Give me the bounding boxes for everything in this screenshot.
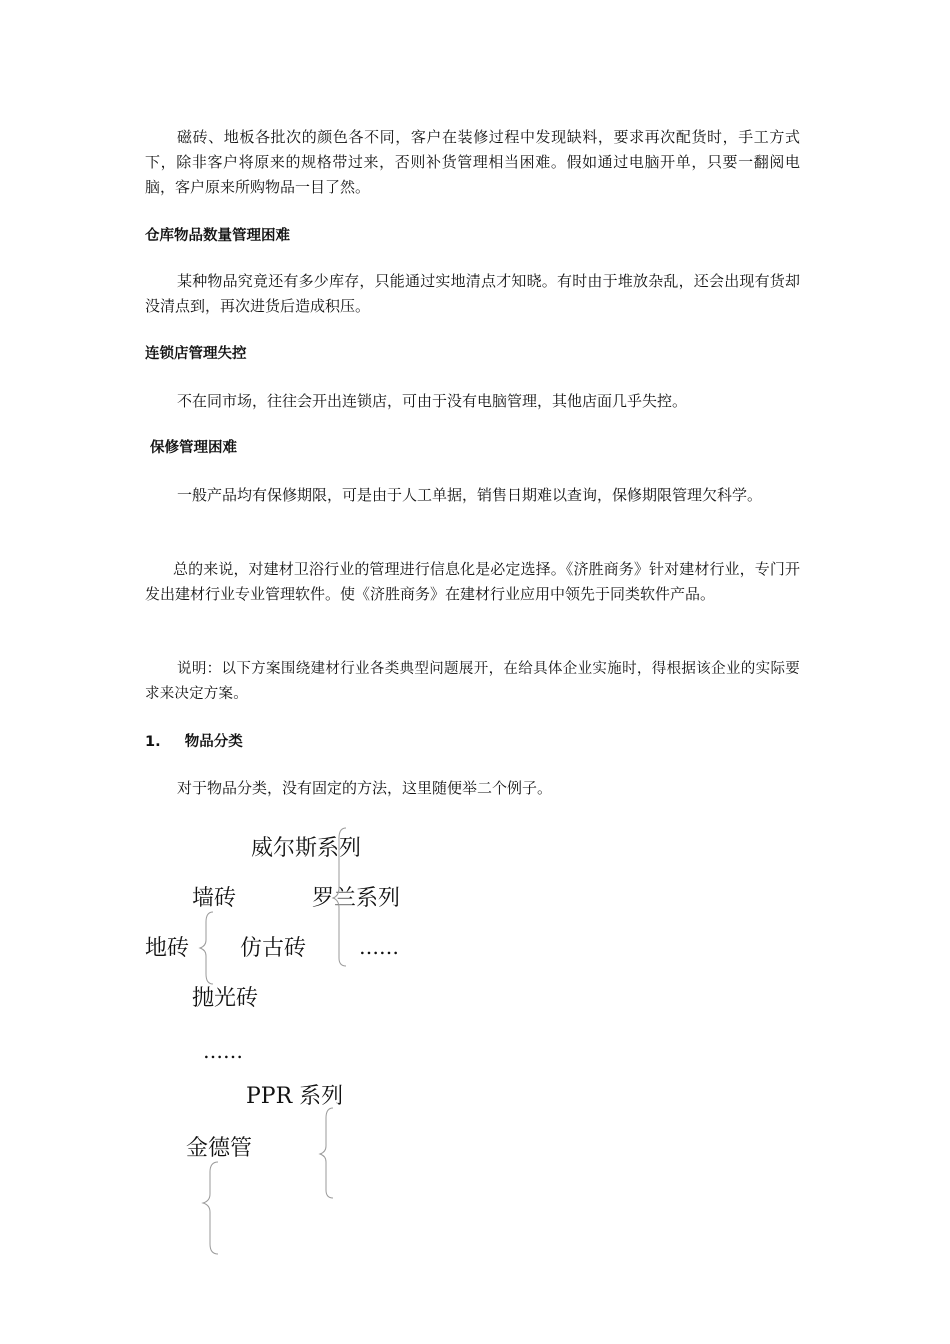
- tree-item-antique-tile: 仿古砖: [240, 936, 307, 961]
- heading-chain-store: 连锁店管理失控: [145, 346, 247, 362]
- paragraph-summary: 总的来说，对建材卫浴行业的管理进行信息化是必定选择。《济胜商务》针对建材行业，专门开发出建材行业专业管理软件。使《济胜商务》在建材行业应用中领先于同类软件产品。: [145, 560, 800, 603]
- tree-item-polished-tile: 抛光砖: [192, 986, 259, 1011]
- tree-item-jinde-pipe: 金德管: [186, 1136, 253, 1161]
- paragraph-tile-color: 磁砖、地板各批次的颜色各不同，客户在装修过程中发现缺料，要求再次配货时，手工方式下，除非客户将原来的规格带过来，否则补货管理相当困难。假如通过电脑开单，只要一翻阅电脑，客户原来所购物品一目了然。: [145, 128, 800, 196]
- brace-floor-tile: [200, 912, 213, 984]
- brace-ppr: [320, 1108, 333, 1198]
- brace-tile-series: [333, 828, 346, 966]
- tree-item-wales-series: 威尔斯系列: [251, 836, 362, 861]
- tree-item-roland-series: 罗兰系列: [312, 886, 401, 911]
- section-number: 1.: [145, 734, 161, 750]
- paragraph-warranty: 一般产品均有保修期限，可是由于人工单据，销售日期难以查询，保修期限管理欠科学。: [177, 486, 763, 504]
- paragraph-note: 说明：以下方案围绕建材行业各类典型问题展开，在给具体企业实施时，得根据该企业的实际要求来决定方案。: [145, 661, 800, 702]
- brace-jinde: [203, 1162, 218, 1254]
- tree-item-more-tiles: ……: [203, 1039, 243, 1063]
- section-title: 物品分类: [184, 734, 243, 750]
- heading-warranty: 保修管理困难: [150, 440, 237, 456]
- tree-item-wall-tile: 墙砖: [192, 886, 237, 911]
- tree-item-more-series: ……: [359, 935, 399, 959]
- tree-item-ppr-series: PPR 系列: [246, 1084, 344, 1109]
- paragraph-classification-intro: 对于物品分类，没有固定的方法，这里随便举二个例子。: [177, 779, 553, 797]
- tree-item-floor-tile: 地砖: [145, 936, 190, 961]
- heading-warehouse: 仓库物品数量管理困难: [145, 228, 290, 244]
- paragraph-chain-store: 不在同市场，往往会开出连锁店，可由于没有电脑管理，其他店面几乎失控。: [177, 392, 688, 410]
- paragraph-warehouse: 某种物品究竟还有多少库存，只能通过实地清点才知晓。有时由于堆放杂乱，还会出现有货却没清点到，再次进货后造成积压。: [145, 272, 800, 315]
